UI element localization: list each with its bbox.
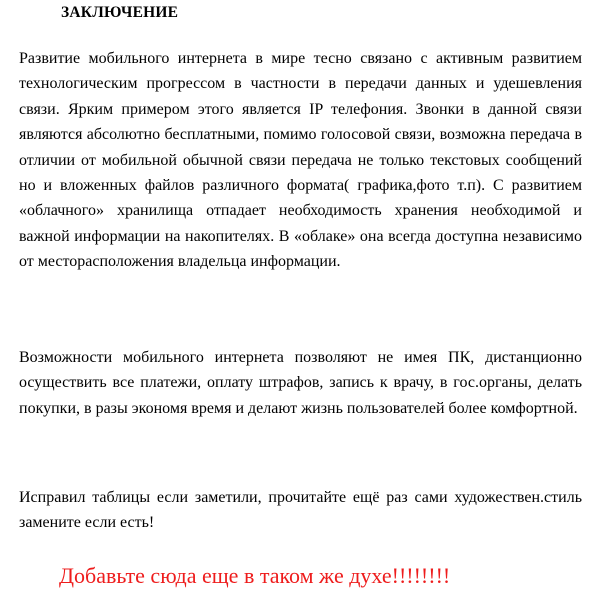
red-note: Добавьте сюда еще в таком же духе!!!!!!!! [59,563,451,588]
conclusion-paragraph-1: Развитие мобильного интернета в мире тесно связано с активным развитием технологическим прогрессом в частности в передачи данных и удешевления связи. Ярким примером этого является IP телефония. Звонки в данной связи являются абсолютно бесплатными, помимо голосовой связи, возможна передача в отличии от мобильной обычной связи передача не только текстовых сообщений но и вложенных файлов различного формата( графика,фото т.п). С развитием «облачного» хранилища отпадает необходимость хранения необходимой и важной информации на накопителях. В «облаке» она всегда доступна независимо от месторасположения владельца информации. [19,50,582,271]
conclusion-paragraph-2: Возможности мобильного интернета позволяют не имея ПК, дистанционно осуществить все платежи, оплату штрафов, запись к врачу, в гос.органы, делать покупки, в разы экономя время и делают жизнь пользователей более комфортной. [19,349,582,417]
conclusion-paragraph-3: Исправил таблицы если заметили, прочитайте ещё раз сами художествен.стиль замените если есть! [19,489,582,532]
document-heading: ЗАКЛЮЧЕНИЕ [61,4,179,21]
